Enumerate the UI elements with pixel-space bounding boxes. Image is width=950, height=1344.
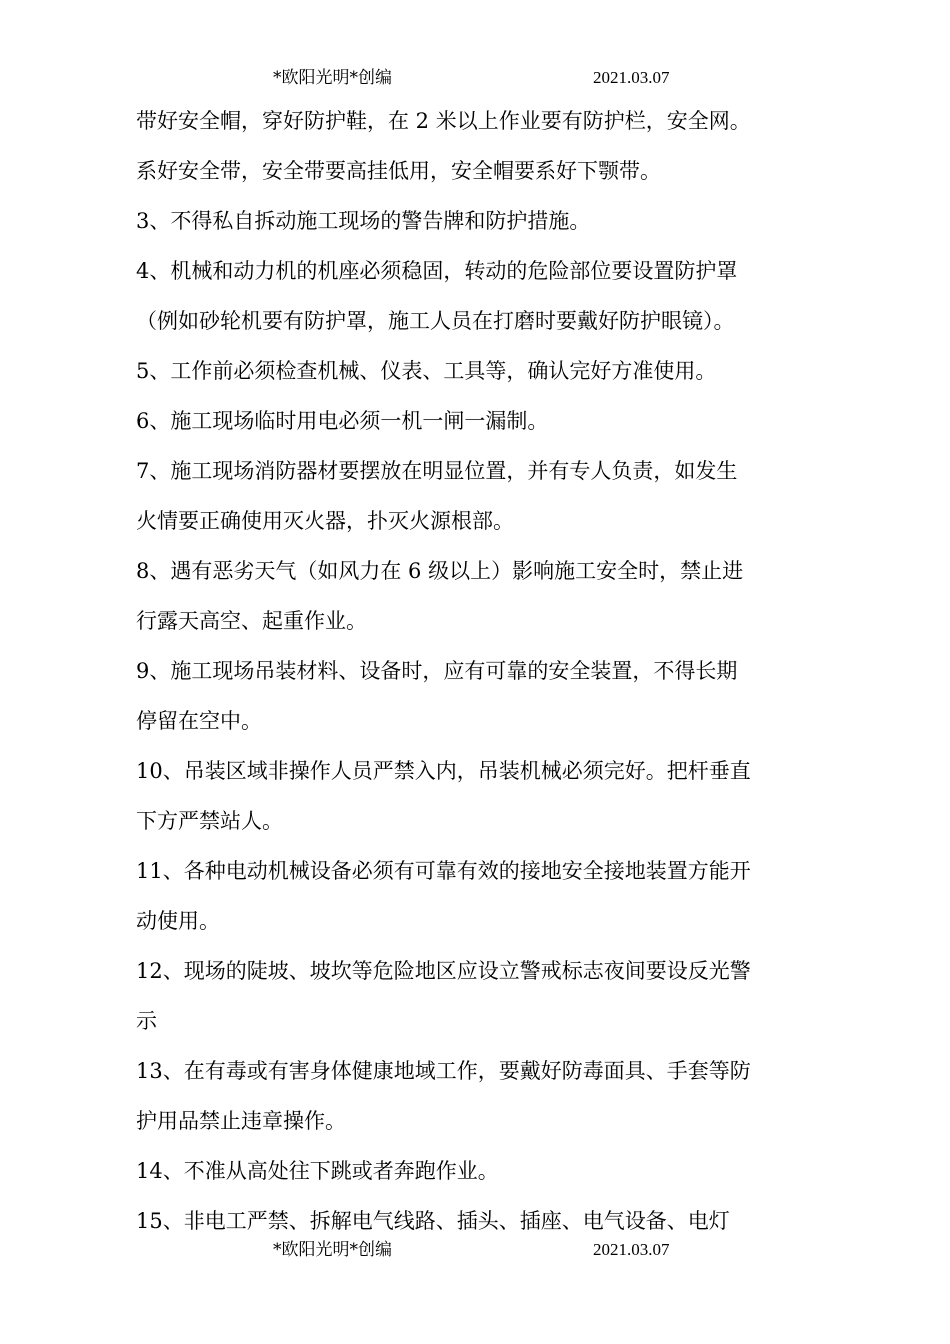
footer-author: *欧阳光明*创编 [273, 1240, 392, 1260]
text-line: 6、施工现场临时用电必须一机一闸一漏制。 [136, 409, 549, 433]
text-line: 13、在有毒或有害身体健康地域工作，要戴好防毒面具、手套等防 [136, 1059, 751, 1083]
text-line: 火情要正确使用灭火器，扑灭火源根部。 [136, 509, 514, 533]
text-line: 护用品禁止违章操作。 [136, 1109, 346, 1133]
text-line: 8、遇有恶劣天气（如风力在 6 级以上）影响施工安全时，禁止进 [136, 559, 744, 583]
text-line: 5、工作前必须检查机械、仪表、工具等，确认完好方准使用。 [136, 359, 717, 383]
text-line: 带好安全帽，穿好防护鞋，在 2 米以上作业要有防护栏，安全网。 [136, 109, 751, 133]
text-line: 示 [136, 1009, 157, 1033]
text-line: 11、各种电动机械设备必须有可靠有效的接地安全接地装置方能开 [136, 859, 751, 883]
footer-date: 2021.03.07 [593, 1240, 670, 1259]
text-line: 12、现场的陡坡、坡坎等危险地区应设立警戒标志夜间要设反光警 [136, 959, 751, 983]
page-header [0, 66, 950, 90]
text-line: 14、不准从高处往下跳或者奔跑作业。 [136, 1159, 499, 1183]
text-line: 4、机械和动力机的机座必须稳固，转动的危险部位要设置防护罩 [136, 259, 738, 283]
text-line: 动使用。 [136, 909, 220, 933]
text-line: 7、施工现场消防器材要摆放在明显位置，并有专人负责，如发生 [136, 459, 738, 483]
text-line: 下方严禁站人。 [136, 809, 283, 833]
header-author: *欧阳光明*创编 [273, 68, 392, 88]
page-footer [0, 1238, 950, 1262]
text-line: 行露天高空、起重作业。 [136, 609, 367, 633]
text-line: 停留在空中。 [136, 709, 262, 733]
text-line: 系好安全带，安全带要高挂低用，安全帽要系好下颚带。 [136, 159, 661, 183]
text-line: 3、不得私自拆动施工现场的警告牌和防护措施。 [136, 209, 591, 233]
document-body [136, 96, 816, 1246]
text-line: 15、非电工严禁、拆解电气线路、插头、插座、电气设备、电灯 [136, 1209, 730, 1233]
text-line: 9、施工现场吊装材料、设备时，应有可靠的安全装置，不得长期 [136, 659, 738, 683]
text-line: （例如砂轮机要有防护罩，施工人员在打磨时要戴好防护眼镜）。 [136, 309, 735, 333]
header-date: 2021.03.07 [593, 68, 670, 87]
text-line: 10、吊装区域非操作人员严禁入内，吊装机械必须完好。把杆垂直 [136, 759, 751, 783]
